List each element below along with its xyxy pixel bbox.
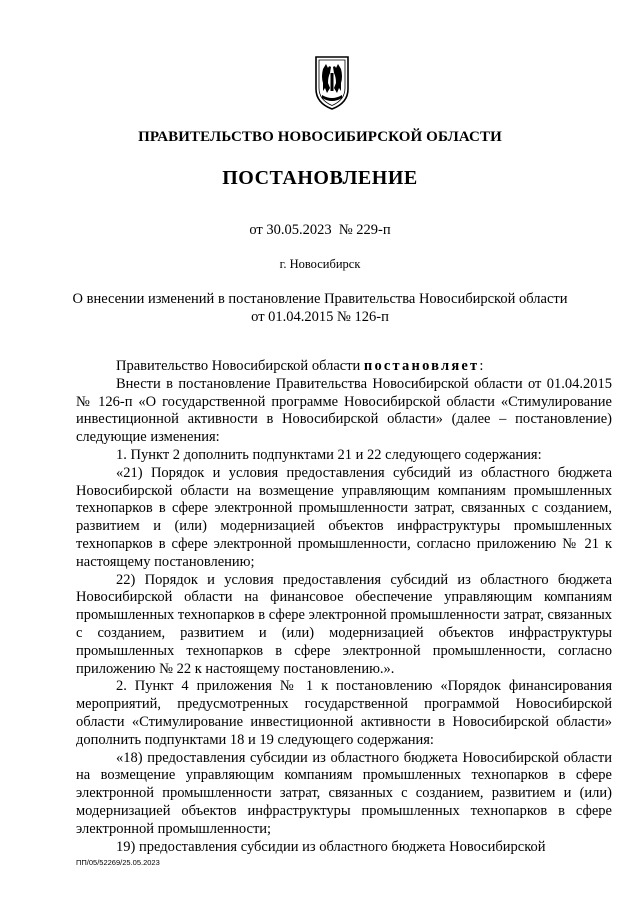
- body-paragraph: «21) Порядок и условия предоставления субсидий из областного бюджета Новосибирской области на возмещение управляющим компаниям промышленных технопарков в сфере электронной промышленности затрат, связанных с созданием, развитием и (или) модернизацией объектов инфраструктуры промышленных технопарков в сфере электронной промышленности, согласно приложению № 21 к настоящему постановлению;: [76, 464, 612, 570]
- body-paragraph: 1. Пункт 2 дополнить подпунктами 21 и 22 следующего содержания:: [116, 446, 542, 463]
- intro-paragraph: [76, 358, 612, 376]
- body-paragraph: Внести в постановление Правительства Новосибирской области от 01.04.2015 № 126-п «О государственной программе Новосибирской области «Стимулирование инвестиционной активности в Новосибирской области» (далее – постановление) следующие изменения:: [76, 375, 612, 446]
- intro-lead: Правительство Новосибирской области: [116, 358, 364, 374]
- document-title-line-1: О внесении изменений в постановление Правительства Новосибирской области: [72, 291, 568, 307]
- body-paragraph: 22) Порядок и условия предоставления субсидий из областного бюджета Новосибирской области на финансовое обеспечение управляющим компаниям промышленных технопарков в сфере электронной промышленности затрат, связанных с созданием, развитием и (или) модернизацией объектов инфраструктуры промышленных технопарков в сфере электронной промышленности, согласно приложению № 22 к настоящему постановлению.».: [76, 571, 612, 677]
- intro-colon: :: [479, 358, 484, 374]
- document-title-line-2: от 01.04.2015 № 126-п: [251, 309, 389, 325]
- coat-of-arms-icon: [313, 55, 351, 111]
- organization-name: ПРАВИТЕЛЬСТВО НОВОСИБИРСКОЙ ОБЛАСТИ: [138, 129, 502, 145]
- body-paragraph: 2. Пункт 4 приложения № 1 к постановлению «Порядок финансирования мероприятий, предусмотренных государственной программой Новосибирской области «Стимулирование инвестиционной активности в Новосибирской области» дополнить подпунктами 18 и 19 следующего содержания:: [76, 678, 612, 748]
- document-title: [0, 290, 640, 326]
- body-paragraph: «18) предоставления субсидии из областного бюджета Новосибирской области на возмещение управляющим компаниям промышленных технопарков в сфере электронной промышленности затрат, связанных с созданием, развитием и (или) модернизацией объектов инфраструктуры промышленных технопарков в сфере электронной промышленности;: [76, 749, 612, 837]
- intro-decree-word: постановляет: [363, 358, 480, 374]
- document-date-number: от 30.05.2023 № 229-п: [249, 222, 391, 238]
- document-city: г. Новосибирск: [279, 257, 361, 271]
- document-body: [76, 358, 612, 856]
- body-paragraph: 19) предоставления субсидии из областного бюджета Новосибирской: [116, 838, 546, 855]
- document-type: ПОСТАНОВЛЕНИЕ: [222, 167, 418, 189]
- document-code-footer: ПП/05/52269/25.05.2023: [76, 858, 160, 867]
